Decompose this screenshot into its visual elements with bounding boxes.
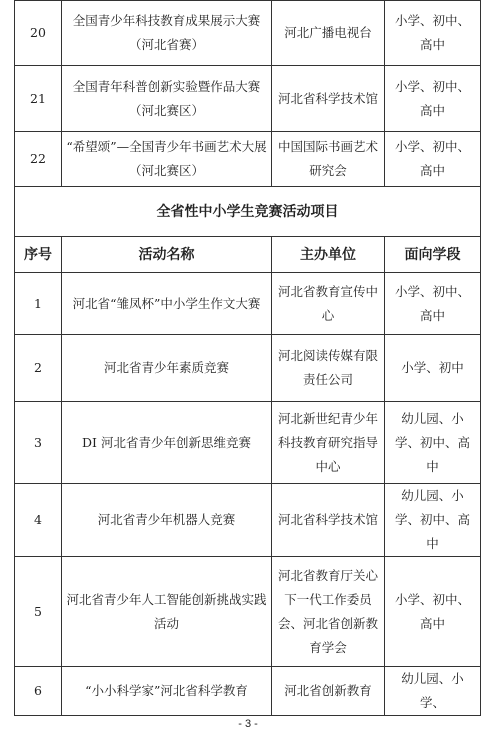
table-row [15,273,481,335]
table-row [15,335,481,402]
header-school-level: 面向学段 [385,237,481,273]
organizer: 河北阅读传媒有限责任公司 [272,335,385,402]
activity-name: 全国青年科普创新实验暨作品大赛（河北赛区） [62,66,272,132]
organizer: 河北广播电视台 [272,1,385,66]
row-number: 1 [15,273,62,335]
page-number: - 3 - [238,718,258,730]
activity-name: 全国青少年科技教育成果展示大赛（河北省赛） [62,1,272,66]
school-level: 小学、初中 [385,335,481,402]
school-level: 小学、初中、高中 [385,66,481,132]
organizer: 中国国际书画艺术研究会 [272,132,385,187]
row-number: 3 [15,402,62,484]
table-row [15,667,481,716]
school-level: 幼儿园、小学、初中、高中 [385,402,481,484]
school-level: 小学、初中、高中 [385,1,481,66]
activity-name: 河北省“雏凤杯”中小学生作文大赛 [62,273,272,335]
section-title-row [15,187,481,237]
header-number: 序号 [15,237,62,273]
row-number: 2 [15,335,62,402]
activity-name: 河北省青少年机器人竞赛 [62,484,272,557]
table-row [15,557,481,667]
activity-name: “希望颂”—全国青少年书画艺术大展（河北赛区） [62,132,272,187]
table-row [15,132,481,187]
header-row [15,237,481,273]
row-number: 5 [15,557,62,667]
table-row [15,66,481,132]
header-organizer: 主办单位 [272,237,385,273]
organizer: 河北省创新教育 [272,667,385,716]
school-level: 幼儿园、小学、 [385,667,481,716]
table-row [15,402,481,484]
row-number: 4 [15,484,62,557]
school-level: 小学、初中、高中 [385,132,481,187]
row-number: 21 [15,66,62,132]
section-title: 全省性中小学生竞赛活动项目 [15,187,481,237]
organizer: 河北省教育宣传中心 [272,273,385,335]
activity-name: 河北省青少年人工智能创新挑战实践活动 [62,557,272,667]
activity-name: “小小科学家”河北省科学教育 [62,667,272,716]
organizer: 河北省科学技术馆 [272,66,385,132]
organizer: 河北省科学技术馆 [272,484,385,557]
school-level: 小学、初中、高中 [385,273,481,335]
activity-name: 河北省青少年素质竞赛 [62,335,272,402]
header-activity-name: 活动名称 [62,237,272,273]
organizer: 河北省教育厅关心下一代工作委员会、河北省创新教育学会 [272,557,385,667]
school-level: 小学、初中、高中 [385,557,481,667]
row-number: 20 [15,1,62,66]
row-number: 22 [15,132,62,187]
school-level: 幼儿园、小学、初中、高中 [385,484,481,557]
table-row [15,1,481,66]
organizer: 河北新世纪青少年科技教育研究指导中心 [272,402,385,484]
competition-table [14,0,481,716]
row-number: 6 [15,667,62,716]
activity-name: DI 河北省青少年创新思维竞赛 [62,402,272,484]
table-row [15,484,481,557]
